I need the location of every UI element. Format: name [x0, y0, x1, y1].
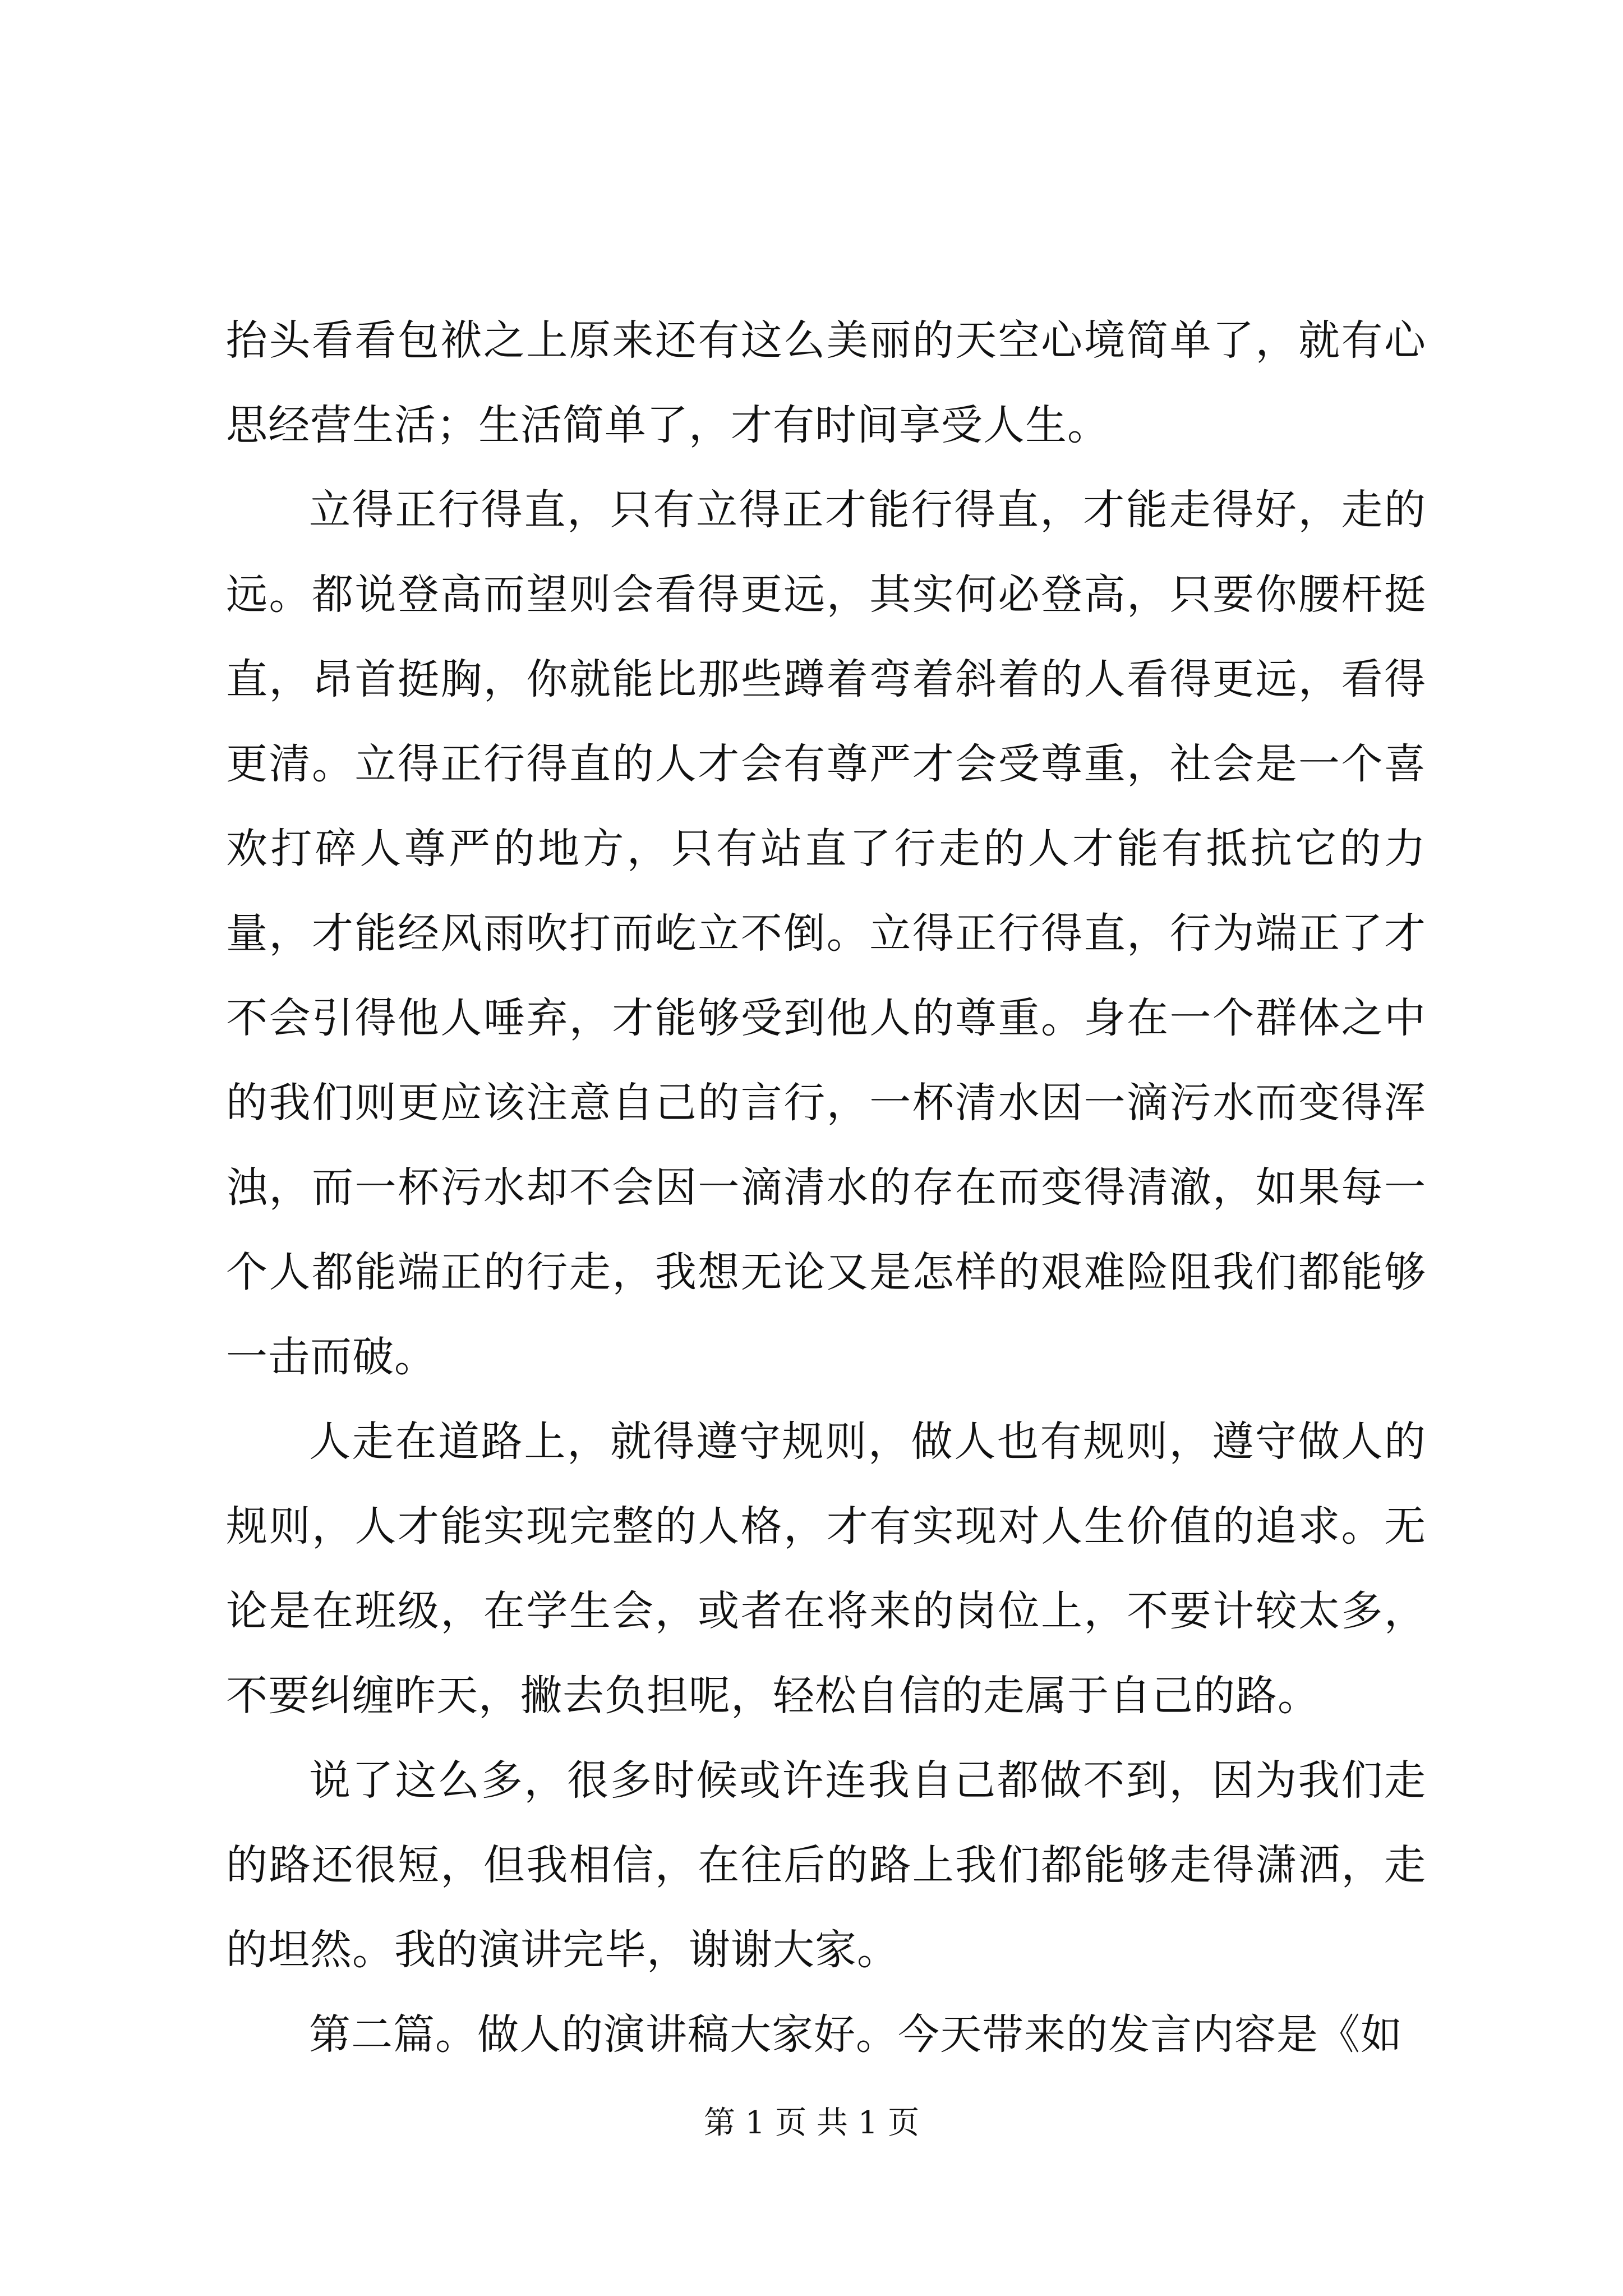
paragraph-5: 第二篇。做人的演讲稿大家好。今天带来的发言内容是《如 [309, 2010, 1403, 2059]
page-footer: 第 1 页 共 1 页 [703, 2105, 920, 2141]
document-body [226, 298, 1426, 2077]
paragraph-1: 抬头看看包袱之上原来还有这么美丽的天空心境简单了，就有心思经营生活；生活简单了，才有时间享受人生。 [226, 316, 1426, 449]
paragraph-3: 人走在道路上，就得遵守规则，做人也有规则，遵守做人的规则，人才能实现完整的人格，才有实现对人生价值的追求。无论是在班级，在学生会，或者在将来的岗位上，不要计较太多，不要纠缠昨天，撇去负担呢，轻松自信的走属于自己的路。 [226, 1418, 1426, 1720]
paragraph-2: 立得正行得直，只有立得正才能行得直，才能走得好，走的远。都说登高而望则会看得更远，其实何必登高，只要你腰杆挺直，昂首挺胸，你就能比那些蹲着弯着斜着的人看得更远，看得更清。立得正行得直的人才会有尊严才会受尊重，社会是一个喜欢打碎人尊严的地方，只有站直了行走的人才能有抵抗它的力量，才能经风雨吹打而屹立不倒。立得正行得直，行为端正了才不会引得他人唾弃，才能够受到他人的尊重。身在一个群体之中的我们则更应该注意自己的言行，一杯清水因一滴污水而变得浑浊，而一杯污水却不会因一滴清水的存在而变得清澈，如果每一个人都能端正的行走，我想无论又是怎样的艰难险阻我们都能够一击而破。 [226, 486, 1426, 1381]
paragraph-4: 说了这么多，很多时候或许连我自己都做不到，因为我们走的路还很短，但我相信，在往后的路上我们都能够走得潇洒，走的坦然。我的演讲完毕，谢谢大家。 [226, 1756, 1426, 1974]
